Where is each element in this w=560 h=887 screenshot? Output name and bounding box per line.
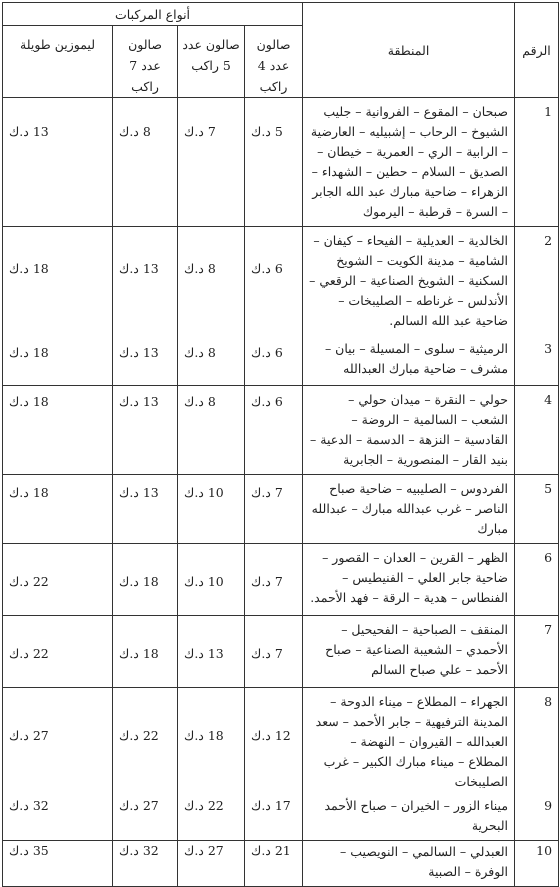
header-saloon-4: صالون عدد 4 راكب (245, 26, 303, 98)
price-saloon-4: 6 د.ك (245, 227, 303, 336)
price-saloon-5: 27 د.ك (178, 840, 245, 886)
table-row (3, 385, 559, 474)
price-saloon-4: 17 د.ك (245, 796, 303, 841)
region-cell: الرميثية – سلوى – المسيلة – بيان – مشرف – ضاحية مبارك العبدالله (303, 335, 515, 385)
price-saloon-5: 10 د.ك (178, 474, 245, 543)
region-cell: المنقف – الصباحية – الفحيحيل – الأحمدي – الشعيبة الصناعية – صباح الأحمد – علي صباح السالم (303, 615, 515, 687)
region-cell: الظهر – القرين – العدان – القصور – ضاحية جابر العلي – الفنيطيس – الفنطاس – هدية – الرقة – فهد الأحمد. (303, 543, 515, 615)
region-cell: ميناء الزور – الخيران – صباح الأحمد البحرية (303, 796, 515, 841)
price-saloon-7: 13 د.ك (113, 227, 178, 336)
header-saloon-7: صالون عدد 7 راكب (113, 26, 178, 98)
price-saloon-4: 7 د.ك (245, 543, 303, 615)
row-number: 6 (515, 543, 559, 615)
price-saloon-7: 8 د.ك (113, 98, 178, 227)
price-saloon-5: 8 د.ك (178, 335, 245, 385)
row-number: 10 (515, 840, 559, 886)
price-saloon-4: 12 د.ك (245, 687, 303, 796)
price-saloon-7: 18 د.ك (113, 615, 178, 687)
table-row (3, 335, 559, 385)
row-number: 7 (515, 615, 559, 687)
header-region: المنطقة (303, 3, 515, 98)
price-saloon-4: 6 د.ك (245, 335, 303, 385)
price-limousine: 18 د.ك (3, 474, 113, 543)
region-cell: حولي – النقرة – ميدان حولي – الشعب – السالمية – الروضة – القادسية – النزهة – الدسمة – الدعية – بنيد القار – المنصورية – الجابرية (303, 385, 515, 474)
price-limousine: 18 د.ك (3, 335, 113, 385)
region-cell: الفردوس – الصليبيه – ضاحية صباح الناصر – غرب عبدالله مبارك – عبدالله مبارك (303, 474, 515, 543)
price-saloon-7: 22 د.ك (113, 687, 178, 796)
row-number: 4 (515, 385, 559, 474)
price-limousine: 22 د.ك (3, 543, 113, 615)
price-limousine: 22 د.ك (3, 615, 113, 687)
row-number: 8 (515, 687, 559, 796)
price-saloon-7: 13 د.ك (113, 474, 178, 543)
price-saloon-5: 10 د.ك (178, 543, 245, 615)
price-limousine: 18 د.ك (3, 385, 113, 474)
price-saloon-7: 27 د.ك (113, 796, 178, 841)
fare-table (2, 2, 559, 887)
price-saloon-4: 6 د.ك (245, 385, 303, 474)
table-row (3, 615, 559, 687)
price-limousine: 27 د.ك (3, 687, 113, 796)
table-row (3, 98, 559, 227)
table-row (3, 796, 559, 841)
price-saloon-4: 5 د.ك (245, 98, 303, 227)
price-saloon-4: 7 د.ك (245, 474, 303, 543)
row-number: 2 (515, 227, 559, 336)
price-saloon-7: 13 د.ك (113, 335, 178, 385)
header-number: الرقم (515, 3, 559, 98)
region-cell: الجهراء – المطلاع – ميناء الدوحة – المدينة الترفيهية – جابر الأحمد – سعد العبدالله – القيروان – النهضة – المطلاع – ميناء مبارك الكبير – غرب الصليبخات (303, 687, 515, 796)
table-row (3, 227, 559, 336)
row-number: 1 (515, 98, 559, 227)
price-saloon-5: 8 د.ك (178, 227, 245, 336)
price-limousine: 32 د.ك (3, 796, 113, 841)
price-saloon-5: 8 د.ك (178, 385, 245, 474)
row-number: 3 (515, 335, 559, 385)
price-saloon-4: 21 د.ك (245, 840, 303, 886)
table-row (3, 543, 559, 615)
region-cell: العبدلي – السالمي – النويصيب – الوفرة – الصبية (303, 840, 515, 886)
row-number: 5 (515, 474, 559, 543)
price-saloon-5: 13 د.ك (178, 615, 245, 687)
price-saloon-7: 18 د.ك (113, 543, 178, 615)
price-saloon-5: 18 د.ك (178, 687, 245, 796)
table-row (3, 687, 559, 796)
region-cell: الخالدية – العديلية – الفيحاء – كيفان – الشامية – مدينة الكويت – الشويخ السكنية – الشويخ الصناعية – الرقعي – الأندلس – غرناطه – الصليبخات – ضاحية عبد الله السالم. (303, 227, 515, 336)
price-saloon-7: 13 د.ك (113, 385, 178, 474)
price-limousine: 35 د.ك (3, 840, 113, 886)
price-saloon-4: 7 د.ك (245, 615, 303, 687)
header-vehicle-types: أنواع المركبات (3, 3, 303, 26)
price-limousine: 13 د.ك (3, 98, 113, 227)
header-limousine: ليموزين طويلة (3, 26, 113, 98)
region-cell: صبحان – المقوع – الفروانية – جليب الشيوخ – الرحاب – إشبيليه – العارضية – الرابية – الري – العمرية – خيطان – الصديق – السلام – حطين – الشهداء – الزهراء – ضاحية مبارك عبد الله الجابر – السرة – قرطبة – اليرموك (303, 98, 515, 227)
price-saloon-7: 32 د.ك (113, 840, 178, 886)
header-saloon-5: صالون عدد 5 راكب (178, 26, 245, 98)
price-saloon-5: 7 د.ك (178, 98, 245, 227)
price-limousine: 18 د.ك (3, 227, 113, 336)
table-row (3, 474, 559, 543)
price-saloon-5: 22 د.ك (178, 796, 245, 841)
row-number: 9 (515, 796, 559, 841)
table-row (3, 840, 559, 886)
